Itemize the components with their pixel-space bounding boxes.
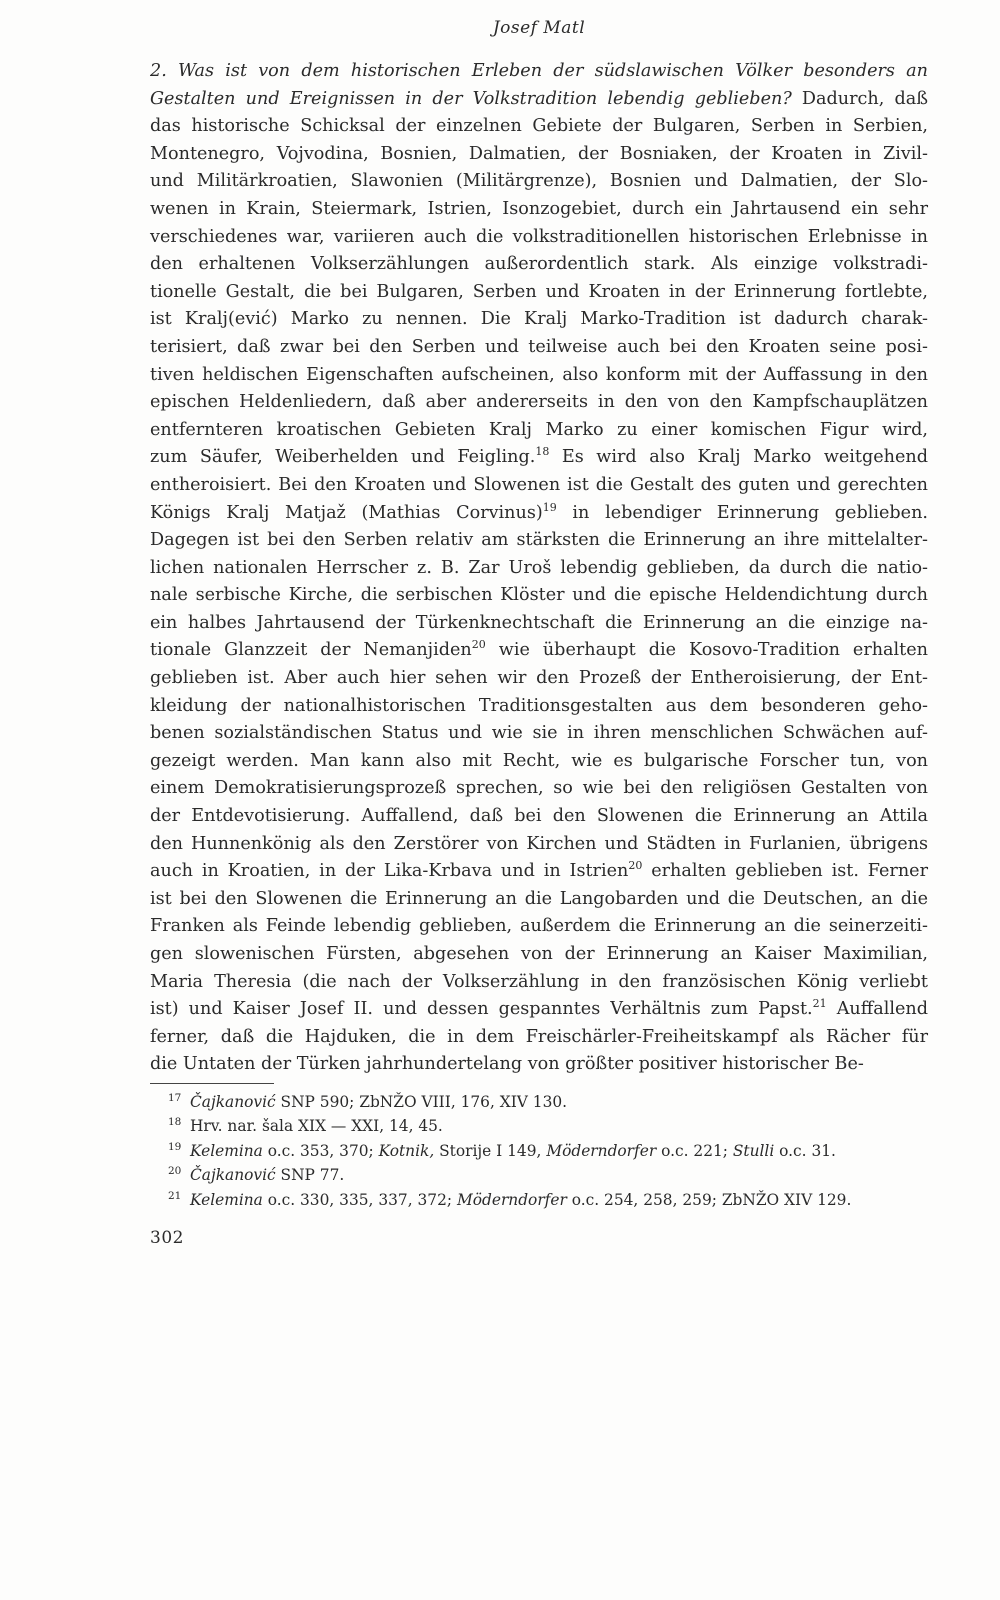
italic-text: Čajkanović [190, 1166, 276, 1185]
text-run: den erhaltenen Volkserzählungen außerordentlich stark. Als einzige volkstradi- [150, 254, 928, 275]
text-line [150, 86, 928, 114]
text-line [150, 996, 928, 1024]
text-run: die Untaten der Türken jahrhundertelang von größter positiver historischer Be- [150, 1054, 864, 1075]
text-line [150, 803, 928, 831]
italic-text: Kelemina [190, 1141, 263, 1160]
running-head: Josef Matl [492, 18, 586, 38]
text-run: lichen nationalen Herrscher z. B. Zar Uroš lebendig geblieben, da durch die natio- [150, 557, 928, 578]
text-line [150, 610, 928, 638]
text-run: tiven heldischen Eigenschaften aufscheinen, also konform mit der Auffassung in den [150, 364, 928, 385]
text-run: SNP 590; ZbNŽO VIII, 176, XIV 130. [275, 1093, 568, 1111]
text-line [150, 444, 928, 472]
body-text [150, 58, 928, 1079]
text-run: den Hunnenkönig als den Zerstörer von Kirchen und Städten in Furlanien, übrigens [150, 833, 928, 854]
text-line [150, 775, 928, 803]
text-run: wie überhaupt die Kosovo-Tradition erhalten [485, 640, 928, 661]
text-run: verschiedenes war, variieren auch die volkstraditionellen historischen Erlebnisse in [150, 226, 928, 247]
text-run: Hrv. nar. šala XIX — XXI, 14, 45. [190, 1117, 443, 1136]
text-line [150, 306, 928, 334]
text-run: zum Säufer, Weiberhelden und Feigling. [150, 447, 536, 468]
text-line [150, 1024, 928, 1052]
text-run: Königs Kralj Matjaž (Mathias Corvinus) [150, 502, 543, 523]
text-run: Dagegen ist bei den Serben relativ am stärksten die Erinnerung an ihre mittelalter- [150, 530, 928, 551]
text-line [150, 913, 928, 941]
italic-text: Stulli [732, 1141, 775, 1160]
text-run: ist) und Kaiser Josef II. und dessen gespanntes Verhältnis zum Papst. [150, 999, 813, 1020]
text-run: kleidung der nationalhistorischen Traditionsgestalten aus dem besonderen geho- [150, 695, 928, 716]
italic-text: Kotnik, [378, 1141, 435, 1160]
text-line [150, 693, 928, 721]
text-line [150, 417, 928, 445]
text-line [150, 1051, 928, 1079]
footnote-separator [150, 1083, 274, 1084]
text-line [150, 969, 928, 997]
italic-text: Gestalten und Ereignissen in der Volkstradition lebendig geblieben? [150, 88, 792, 109]
text-line [150, 858, 928, 886]
text-line [150, 279, 928, 307]
text-line [150, 168, 928, 196]
text-line [150, 113, 928, 141]
text-run: erhalten geblieben ist. Ferner [642, 861, 928, 882]
footnote-ref: 18 [535, 445, 550, 459]
text-run: Es wird also Kralj Marko weitgehend [549, 447, 929, 468]
text-run: in lebendiger Erinnerung geblieben. [556, 502, 929, 523]
text-run: SNP 77. [275, 1166, 345, 1185]
text-line [150, 886, 928, 914]
italic-text: Čajkanović [190, 1093, 276, 1111]
text-run: ist bei den Slowenen die Erinnerung an die Langobarden und die Deutschen, an die [150, 888, 928, 909]
text-run: gen slowenischen Fürsten, abgesehen von der Erinnerung an Kaiser Maximilian, [150, 944, 928, 964]
text-run: o.c. 31. [774, 1141, 836, 1160]
text-run: ferner, daß die Hajduken, die in dem Freischärler-Freiheitskampf als Rächer für [150, 1026, 928, 1047]
text-run: nale serbische Kirche, die serbischen Klöster und die epische Heldendichtung durch [150, 585, 928, 606]
text-run: ist Kralj(ević) Marko zu nennen. Die Kralj Marko-Tradition ist dadurch charak- [150, 309, 928, 330]
italic-text: Möderndorfer [546, 1141, 657, 1160]
italic-text: Kelemina [190, 1190, 263, 1209]
footnote-ref: 19 [542, 500, 557, 514]
text-run: geblieben ist. Aber auch hier sehen wir den Prozeß der Entheroisierung, der Ent- [150, 668, 928, 689]
text-run: terisiert, daß zwar bei den Serben und teilweise auch bei den Kroaten seine posi- [150, 336, 928, 357]
text-run: o.c. 353, 370; [262, 1141, 379, 1160]
text-run: Auffallend [826, 999, 928, 1020]
text-run: entfernteren kroatischen Gebieten Kralj Marko zu einer komischen Figur wird, [150, 419, 928, 440]
text-line [150, 527, 928, 555]
text-run: das historische Schicksal der einzelnen Gebiete der Bulgaren, Serben in Serbien, [150, 116, 928, 137]
italic-text: 2. Was ist von dem historischen Erleben der südslawischen Völker besonders an [150, 61, 928, 81]
footnote: 19 Kelemina o.c. 353, 370; Kotnik, Storije I 149, Möderndorfer o.c. 221; Stulli o.c. 31. [168, 1140, 836, 1160]
page-number: 302 [150, 1228, 184, 1248]
text-line [150, 555, 928, 583]
text-run: einem Demokratisierungsprozeß sprechen, so wie bei den religiösen Gestalten von [150, 778, 928, 799]
text-run: tionelle Gestalt, die bei Bulgaren, Serben und Kroaten in der Erinnerung fortlebte, [150, 281, 928, 302]
footnote: 20 Čajkanović SNP 77. [168, 1165, 345, 1185]
text-line [150, 251, 928, 279]
text-line [150, 720, 928, 748]
text-run: benen sozialständischen Status und wie sie in ihren menschlichen Schwächen auf- [150, 723, 928, 744]
text-run: Storije I 149, [434, 1141, 547, 1160]
text-run: der Entdevotisierung. Auffallend, daß bei den Slowenen die Erinnerung an Attila [150, 806, 928, 827]
footnote-ref: 21 [812, 997, 827, 1011]
text-line [150, 196, 928, 224]
text-run: o.c. 221; [656, 1141, 733, 1160]
text-run: Montenegro, Vojvodina, Bosnien, Dalmatien, der Bosniaken, der Kroaten in Zivil- [150, 143, 928, 164]
text-run: o.c. 330, 335, 337, 372; [262, 1190, 457, 1209]
footnote-ref: 20 [628, 859, 643, 873]
footnote: 18 Hrv. nar. šala XIX — XXI, 14, 45. [168, 1116, 443, 1136]
text-line [150, 637, 928, 665]
text-run: tionale Glanzzeit der Nemanjiden [150, 640, 472, 661]
text-line [150, 224, 928, 252]
text-run: Dadurch, daß [791, 88, 928, 109]
italic-text: Möderndorfer [456, 1190, 567, 1209]
footnote-ref: 20 [471, 638, 486, 652]
text-run: Franken als Feinde lebendig geblieben, außerdem die Erinnerung an die seinerzeiti- [150, 916, 928, 937]
footnote: 21 Kelemina o.c. 330, 335, 337, 372; Möderndorfer o.c. 254, 258, 259; ZbNŽO XIV 129. [168, 1189, 852, 1209]
text-line [150, 831, 928, 859]
text-run: o.c. 254, 258, 259; ZbNŽO XIV 129. [566, 1190, 852, 1209]
text-run: epischen Heldenliedern, daß aber andererseits in den von den Kampfschauplätzen [150, 392, 928, 413]
text-line [150, 665, 928, 693]
text-line [150, 748, 928, 776]
text-run: Maria Theresia (die nach der Volkserzählung in den französischen König verliebt [150, 971, 928, 992]
footnote: 17 Čajkanović SNP 590; ZbNŽO VIII, 176, XIV 130. [168, 1092, 568, 1111]
text-run: gezeigt werden. Man kann also mit Recht, wie es bulgarische Forscher tun, von [150, 750, 928, 771]
text-line [150, 941, 928, 969]
text-line [150, 334, 928, 362]
text-line [150, 141, 928, 169]
text-line [150, 362, 928, 390]
text-line [150, 389, 928, 417]
text-line [150, 58, 928, 86]
text-run: ein halbes Jahrtausend der Türkenknechtschaft die Erinnerung an die einzige na- [150, 612, 928, 633]
text-run: wenen in Krain, Steiermark, Istrien, Isonzogebiet, durch ein Jahrtausend ein sehr [150, 198, 928, 219]
footnotes [168, 1090, 938, 1212]
text-run: und Militärkroatien, Slawonien (Militärgrenze), Bosnien und Dalmatien, der Slo- [150, 171, 928, 192]
text-run: entheroisiert. Bei den Kroaten und Slowenen ist die Gestalt des guten und gerechten [150, 474, 928, 495]
text-line [150, 582, 928, 610]
text-run: auch in Kroatien, in der Lika-Krbava und in Istrien [150, 861, 629, 882]
text-line [150, 500, 928, 528]
text-line [150, 472, 928, 500]
